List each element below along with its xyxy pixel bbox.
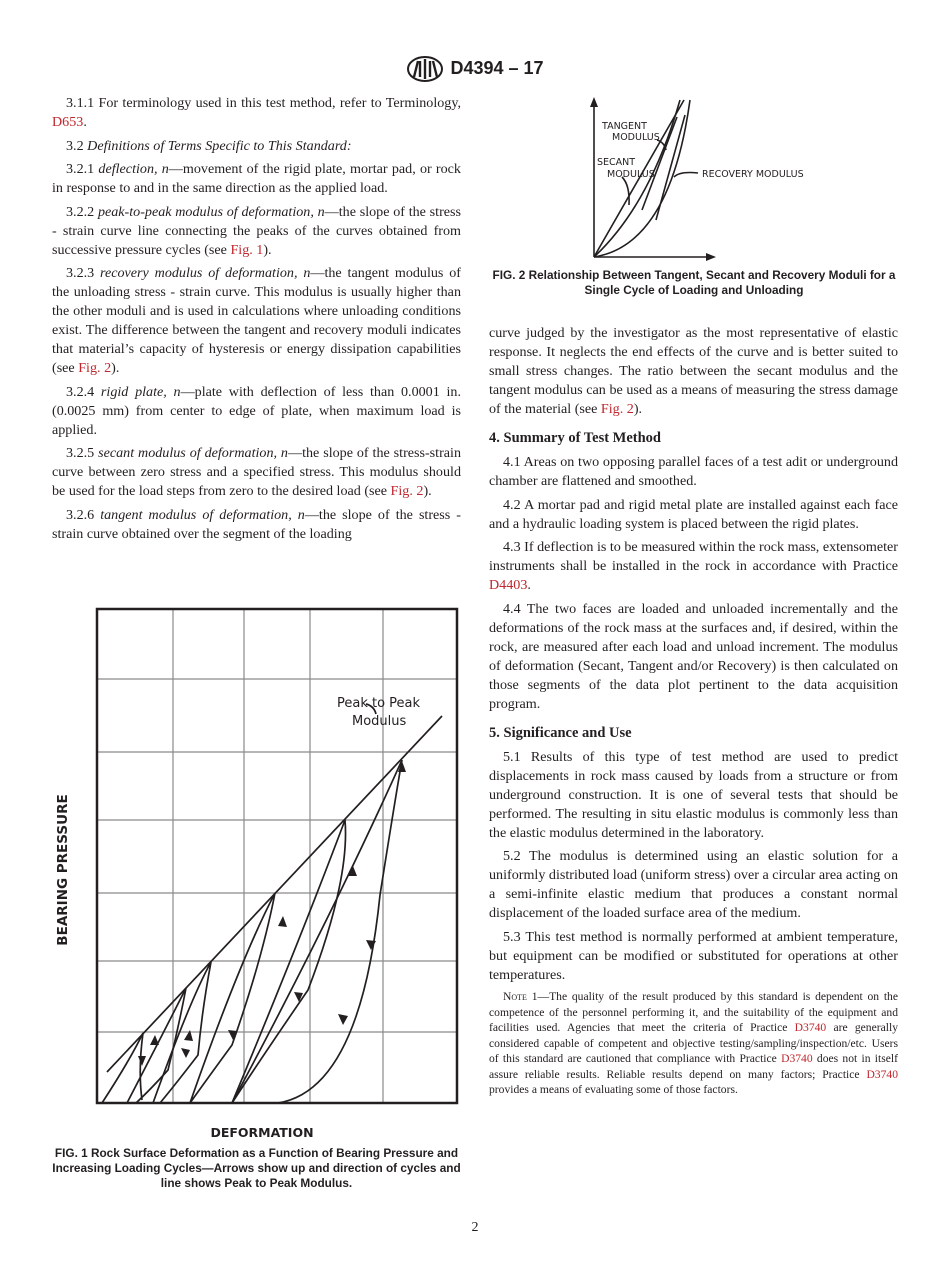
paragraph: [489, 453, 898, 491]
text-span: 3.2.2: [66, 203, 98, 220]
fig1-y-axis-label: BEARING PRESSURE: [55, 794, 71, 946]
figure-1-diagram: [40, 600, 470, 1145]
paragraph: [489, 324, 898, 419]
figure-2-diagram: [580, 95, 900, 265]
cycle-1: [102, 1033, 143, 1103]
text-span: ).: [263, 241, 272, 258]
paragraph: [52, 160, 461, 198]
fig2-tangent-label-2: MODULUS: [612, 132, 660, 143]
paragraph: [52, 444, 461, 501]
page-header: [0, 55, 950, 83]
text-span: —movement of the rigid plate, mortar pad, or rock in response to and in the same direction as the applied load.: [52, 161, 461, 196]
text-span: provides a means of evaluating some of those factors.: [489, 1083, 738, 1096]
paragraph: [489, 847, 898, 923]
figure-2-caption: FIG. 2 Relationship Between Tangent, Secant and Recovery Moduli for a Single Cycle of Loading and Unloading: [492, 268, 896, 297]
text-span: 3.2.5: [66, 445, 99, 461]
text-span: 5. Significance and Use: [489, 724, 632, 741]
paragraph: [489, 928, 898, 985]
reference-link[interactable]: Fig. 2: [600, 401, 634, 417]
text-span: deflection, n: [98, 161, 169, 177]
text-span: 3.2.3: [66, 265, 101, 281]
page-number: 2: [471, 1220, 479, 1235]
text-span: recovery modulus of deformation, n: [100, 265, 311, 281]
section-heading: [489, 429, 898, 448]
reference-link[interactable]: D3740: [794, 1021, 827, 1034]
reference-link[interactable]: D3740: [866, 1067, 898, 1081]
paragraph: [52, 383, 461, 440]
text-span: 4.1 Areas on two opposing parallel faces of a test adit or underground chamber are flattened and smoothed.: [489, 454, 898, 489]
fig1-plot-frame: [97, 609, 457, 1103]
text-span: Definitions of Terms Specific to This Standard:: [87, 137, 352, 154]
reference-link[interactable]: D4403: [489, 577, 528, 593]
text-span: 3.2.1: [66, 161, 99, 177]
text-span: Note: [503, 990, 527, 1003]
text-span: 5.3 This test method is normally performed at ambient temperature, but equipment can be modified or substituted for operations at other temperatures.: [489, 928, 898, 983]
text-span: 4.4 The two faces are loaded and unloaded incrementally and the deformations of the rock mass at the surfaces and, if desired, within the rock, are measured after each load and unload increment. The modulus of deformation (Secant, Tangent and/or Recovery) is then calculated on those segments of the data plot pertinent to the data acquisition program.: [489, 600, 898, 712]
paragraph: [489, 538, 898, 595]
text-span: 5.2 The modulus is determined using an elastic solution for a uniformly distributed load (uniform stress) over a circular area acting on a semi-infinite elastic medium that produces a constant normal displacement of the loaded surface area of the medium.: [489, 848, 898, 921]
peak-to-peak-label-2: Modulus: [352, 714, 407, 729]
text-span: —the slope of the stress-strain curve between zero stress and a specified stress. This modulus should be used for the load steps from zero to the desired load (see: [52, 445, 461, 499]
note: [489, 989, 898, 1098]
paragraph: [52, 94, 461, 132]
section-heading: [489, 724, 898, 743]
text-span: —the slope of the stress - strain curve line connecting the peaks of the curves obtained from successive pressure cycles (see: [52, 203, 461, 258]
text-span: —the tangent modulus of the unloading stress - strain curve. This modulus is usually higher than the other moduli and is used in calculations where unloading conditions exist. The difference between the tangent and recovery moduli indicates that material’s capacity of hysteresis or energy dissipation capabilities (see: [52, 265, 461, 376]
text-span: are generally considered capable of competent and objective testing/sampling/inspection/etc. Users of this standard are cautioned that compliance with Practice: [489, 1021, 898, 1065]
text-span: does not in itself assure reliable results. Reliable results depend on many factors; Practice: [489, 1052, 898, 1081]
standard-designation: D4394 – 17: [450, 57, 544, 78]
text-span: ).: [111, 360, 120, 376]
fig2-secant-label-1: SECANT: [597, 157, 636, 168]
fig1-x-axis-label: DEFORMATION: [210, 1125, 314, 1140]
text-span: secant modulus of deformation, n: [98, 445, 288, 461]
cycle-4: [190, 893, 275, 1103]
fig2-tangent-label-1: TANGENT: [602, 121, 647, 132]
text-span: 3.2: [66, 137, 88, 154]
reference-link[interactable]: D653: [52, 114, 84, 130]
text-span: tangent modulus of deformation, n: [100, 506, 305, 523]
reference-link[interactable]: D3740: [781, 1052, 813, 1065]
text-span: .: [83, 114, 87, 130]
left-column: [52, 94, 461, 548]
text-span: 3.2.4: [66, 383, 101, 400]
text-span: 5.1 Results of this type of test method are used to predict displacements in rock mass caused by loads from a structure or from underground construction. It is one of several tests that should be performed. The resulting in situ elastic modulus is commonly less than the elastic modulus determined in the laboratory.: [489, 748, 898, 841]
text-span: rigid plate, n: [100, 383, 181, 400]
paragraph: [52, 506, 461, 544]
text-span: .: [527, 577, 531, 593]
text-span: peak-to-peak modulus of deformation, n: [97, 203, 325, 220]
paragraph: [52, 137, 461, 156]
text-span: —plate with deflection of less than 0.0001 in. (0.0025 mm) from center to edge of plate, when maximum load is applied.: [52, 383, 461, 438]
text-span: curve judged by the investigator as the most representative of elastic response. It neglects the end effects of the curve and is better suited to small stress changes. The ratio between the secant modulus and the tangent modulus can be used as a means of measuring the stress damage of the material (see: [489, 325, 898, 417]
text-span: 3.2.6: [66, 506, 101, 523]
cycle-6: [232, 760, 402, 1103]
paragraph: [52, 264, 461, 378]
peak-to-peak-label-1: Peak to Peak: [337, 696, 421, 711]
figure-1-caption: FIG. 1 Rock Surface Deformation as a Function of Bearing Pressure and Increasing Loading Cycles—Arrows show up and direction of cycles and line shows Peak to Peak Modulus.: [52, 1146, 461, 1190]
reference-link[interactable]: Fig. 2: [390, 483, 424, 499]
astm-logo-icon: [406, 55, 444, 83]
paragraph: [489, 496, 898, 534]
reference-link[interactable]: Fig. 2: [78, 360, 112, 376]
fig2-secant-label-2: MODULUS: [607, 169, 655, 180]
text-span: 1—The quality of the result produced by this standard is dependent on the competence of the personnel performing it, and the suitability of the equipment and facilities used. Agencies that meet the criteria of Practice: [489, 990, 898, 1034]
text-span: 4. Summary of Test Method: [489, 430, 661, 446]
text-span: —the slope of the stress - strain curve obtained over the segment of the loading: [52, 506, 461, 542]
paragraph: [52, 203, 461, 260]
text-span: 4.3 If deflection is to be measured within the rock mass, extensometer instruments shall be installed in the rock in accordance with Practice: [489, 539, 898, 574]
paragraph: [489, 600, 898, 714]
text-span: ).: [423, 483, 432, 499]
fig2-recovery-label: RECOVERY MODULUS: [702, 169, 804, 180]
text-span: ).: [633, 401, 643, 417]
text-span: 3.1.1 For terminology used in this test method, refer to Terminology,: [66, 95, 461, 111]
right-column: [489, 324, 898, 1102]
reference-link[interactable]: Fig. 1: [230, 241, 264, 258]
text-span: 4.2 A mortar pad and rigid metal plate are installed against each face and a hydraulic loading system is placed between the rigid plates.: [489, 496, 898, 532]
paragraph: [489, 748, 898, 843]
